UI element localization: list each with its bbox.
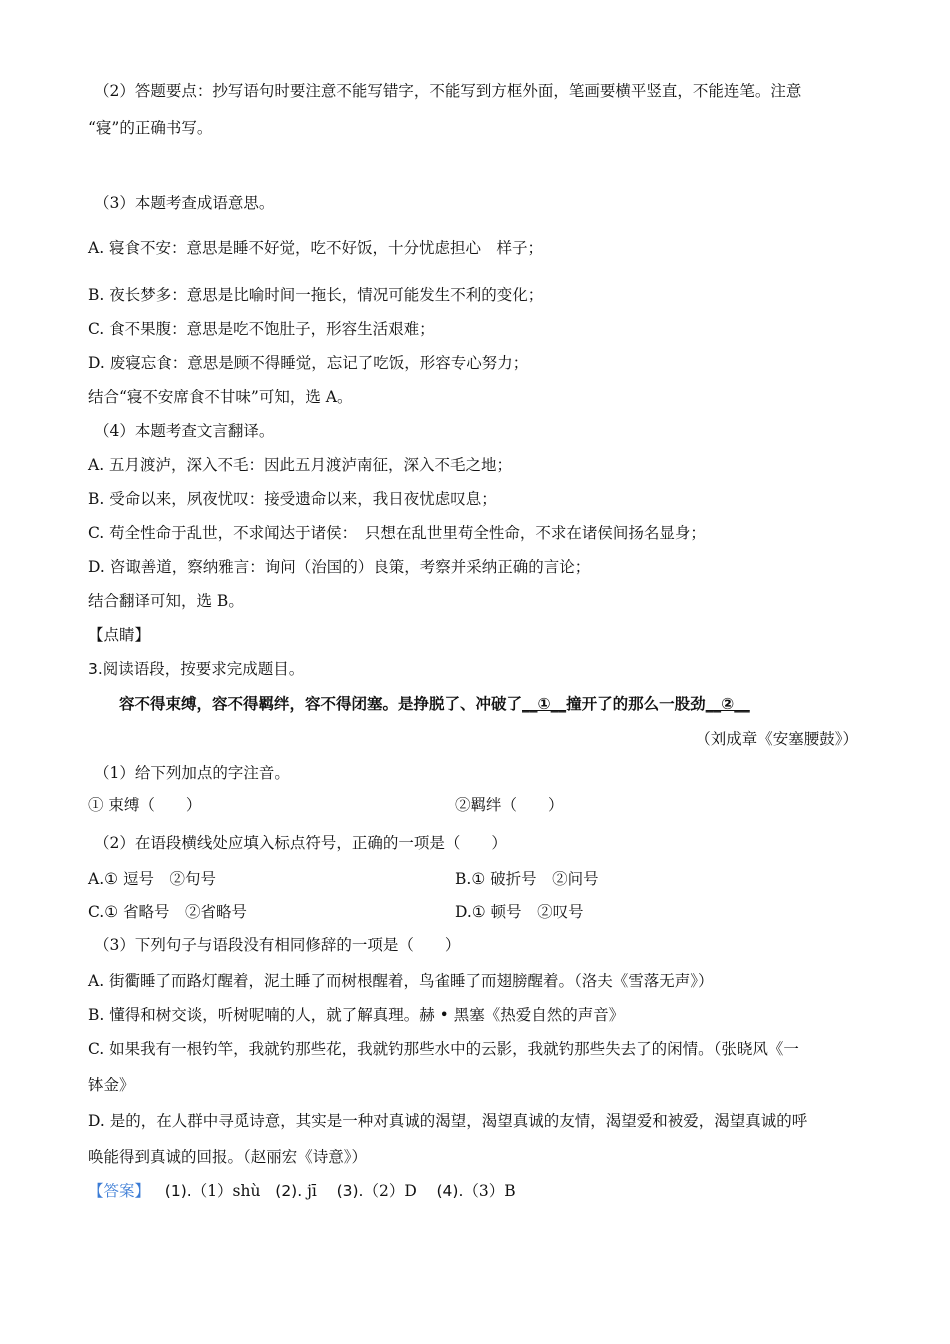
answer-4-number: (4). — [436, 1182, 464, 1200]
sub-question-1-item-b: ②羁绊（ ） — [455, 796, 564, 814]
analysis-4-option-d: D. 咨诹善道，察纳雅言：询问（治国的）良策，考察并采纳正确的言论； — [88, 558, 591, 576]
answer-3-number: (3). — [336, 1182, 364, 1200]
answer-1-value: （1）shù — [191, 1182, 261, 1200]
analysis-2-line2: “寝”的正确书写。 — [88, 119, 213, 137]
passage-source: （刘成章《安塞腰鼓》） — [695, 730, 858, 748]
answer-3-value: （2）D — [363, 1182, 417, 1200]
sub-question-1-item-a: ① 束缚（ ） — [88, 796, 202, 814]
analysis-3-option-d: D. 废寝忘食：意思是顾不得睡觉，忘记了吃饭，形容专心努力； — [88, 354, 529, 372]
sub-question-2-option-c: C.① 省略号 ②省略号 — [88, 903, 248, 921]
blank-1: __①__ — [522, 695, 567, 713]
answer-2-number: (2). — [275, 1182, 303, 1200]
analysis-3-conclusion: 结合“寝不安席食不甘味”可知，选 A。 — [88, 388, 353, 406]
passage-text-part1: 容不得束缚，容不得羁绊，容不得闭塞。是挣脱了、冲破了 — [119, 695, 523, 713]
analysis-3-option-a: A. 寝食不安：意思是睡不好觉，吃不好饭，十分忧虑担心 样子； — [88, 239, 544, 257]
answer-1-number: (1). — [164, 1182, 192, 1200]
answer-label: 【答案】 — [88, 1182, 151, 1200]
sub-question-2-option-b: B.① 破折号 ②问号 — [455, 870, 599, 888]
answer-line — [88, 1180, 516, 1202]
analysis-4-option-b: B. 受命以来，夙夜忧叹：接受遗命以来，我日夜忧虑叹息； — [88, 490, 497, 508]
sub-question-3: （3）下列句子与语段没有相同修辞的一项是（ ） — [94, 936, 461, 954]
sub-question-3-option-d-line2: 唤能得到真诚的回报。（赵丽宏《诗意》） — [88, 1148, 368, 1166]
analysis-2-line1: （2）答题要点：抄写语句时要注意不能写错字，不能写到方框外面，笔画要横平竖直，不能连笔。注意 — [94, 82, 802, 100]
answer-2-value: jī — [307, 1182, 317, 1200]
sub-question-3-option-c-line1: C. 如果我有一根钓竿，我就钓那些花，我就钓那些水中的云影，我就钓那些失去了的闲情。（张晓风《一 — [88, 1040, 799, 1058]
sub-question-3-option-a: A. 街衢睡了而路灯醒着，泥土睡了而树根醒着，鸟雀睡了而翅膀醒着。（洛夫《雪落无声》） — [88, 972, 714, 990]
sub-question-3-option-c-line2: 钵金》 — [88, 1076, 135, 1094]
question-text: 阅读语段，按要求完成题目。 — [102, 660, 305, 678]
sub-question-1: （1）给下列加点的字注音。 — [94, 764, 290, 782]
analysis-3-option-c: C. 食不果腹：意思是吃不饱肚子，形容生活艰难； — [88, 320, 435, 338]
blank-2: __②__ — [705, 695, 750, 713]
dianjing-heading: 【点睛】 — [88, 626, 151, 644]
analysis-4-option-a: A. 五月渡泸，深入不毛：因此五月渡泸南征，深入不毛之地； — [88, 456, 513, 474]
sub-question-2-option-d: D.① 顿号 ②叹号 — [455, 903, 584, 921]
analysis-4-heading: （4）本题考查文言翻译。 — [94, 422, 275, 440]
analysis-3-option-b: B. 夜长梦多：意思是比喻时间一拖长，情况可能发生不利的变化； — [88, 286, 544, 304]
sub-question-2-option-a: A.① 逗号 ②句号 — [88, 870, 216, 888]
answer-4-value: （3）B — [463, 1182, 516, 1200]
sub-question-3-option-b: B. 懂得和树交谈，听树呢喃的人，就了解真理。赫 • 黑塞《热爱自然的声音》 — [88, 1006, 625, 1024]
sub-question-3-option-d-line1: D. 是的，在人群中寻觅诗意，其实是一种对真诚的渴望，渴望真诚的友情，渴望爱和被爱，渴望真诚的呼 — [88, 1112, 808, 1130]
question-3-title — [88, 658, 304, 680]
analysis-4-option-c: C. 苟全性命于乱世，不求闻达于诸侯： 只想在乱世里苟全性命，不求在诸侯间扬名显身； — [88, 524, 706, 542]
question-number: 3. — [88, 660, 103, 678]
analysis-3-heading: （3）本题考查成语意思。 — [94, 194, 275, 212]
sub-question-2: （2）在语段横线处应填入标点符号，正确的一项是（ ） — [94, 834, 507, 852]
analysis-4-conclusion: 结合翻译可知，选 B。 — [88, 592, 244, 610]
reading-passage — [119, 693, 750, 715]
passage-text-part2: 撞开了的那么一股劲 — [566, 695, 706, 713]
